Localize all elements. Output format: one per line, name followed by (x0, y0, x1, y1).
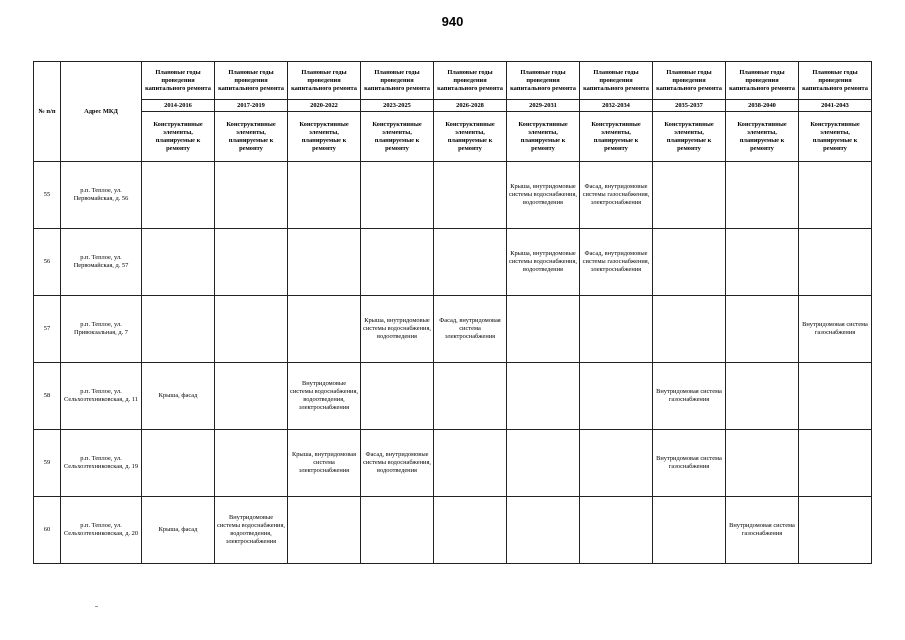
row-address: р.п. Теплое, ул. Первомайская, д. 56 (61, 162, 142, 229)
period-header: 2041-2043 (799, 100, 872, 112)
elements-header: Конструктивные элементы, планируемые к ремонту (580, 112, 653, 162)
row-number: 59 (34, 430, 61, 497)
repair-cell: Внутридомовая система газоснабжения (799, 296, 872, 363)
period-header: 2035-2037 (653, 100, 726, 112)
repair-cell (142, 162, 215, 229)
scan-speck (95, 606, 98, 607)
elements-header: Конструктивные элементы, планируемые к ремонту (361, 112, 434, 162)
repair-cell: Фасад, внутридомовые системы газоснабжения, электроснабжения (580, 229, 653, 296)
repair-cell (507, 296, 580, 363)
repair-cell (799, 497, 872, 564)
repair-cell: Фасад, внутридомовая система электроснабжения (434, 296, 507, 363)
repair-cell (799, 363, 872, 430)
header-row-elements (34, 112, 872, 162)
planned-years-header: Плановые годы проведения капитального ремонта (507, 62, 580, 100)
repair-cell: Внутридомовая система газоснабжения (726, 497, 799, 564)
table-row (34, 296, 872, 363)
repair-cell (726, 162, 799, 229)
repair-cell (215, 229, 288, 296)
repair-cell (142, 430, 215, 497)
row-number: 57 (34, 296, 61, 363)
period-header: 2029-2031 (507, 100, 580, 112)
repair-cell: Крыша, фасад (142, 363, 215, 430)
row-number: 55 (34, 162, 61, 229)
repair-cell (580, 430, 653, 497)
elements-header: Конструктивные элементы, планируемые к ремонту (726, 112, 799, 162)
period-header: 2023-2025 (361, 100, 434, 112)
repair-cell (653, 229, 726, 296)
repair-cell (434, 363, 507, 430)
repair-cell: Внутридомовые системы водоснабжения, водоотведения, электроснабжения (288, 363, 361, 430)
header-row-planned (34, 62, 872, 100)
col-address-header: Адрес МКД (61, 62, 142, 162)
period-header: 2014-2016 (142, 100, 215, 112)
elements-header: Конструктивные элементы, планируемые к ремонту (507, 112, 580, 162)
table-row (34, 497, 872, 564)
repair-cell (434, 162, 507, 229)
repair-cell (361, 363, 434, 430)
table-row (34, 229, 872, 296)
row-address: р.п. Теплое, ул. Сельхозтехниковская, д. 19 (61, 430, 142, 497)
repair-cell: Крыша, внутридомовые системы водоснабжения, водоотведения (507, 229, 580, 296)
header-row-periods (34, 100, 872, 112)
row-number: 58 (34, 363, 61, 430)
elements-header: Конструктивные элементы, планируемые к ремонту (288, 112, 361, 162)
repair-cell: Фасад, внутридомовые системы газоснабжения, электроснабжения (580, 162, 653, 229)
row-address: р.п. Теплое, ул. Сельхозтехниковская, д. 20 (61, 497, 142, 564)
planned-years-header: Плановые годы проведения капитального ремонта (361, 62, 434, 100)
table-row (34, 162, 872, 229)
repair-cell (288, 229, 361, 296)
row-number: 56 (34, 229, 61, 296)
repair-cell (653, 162, 726, 229)
repair-cell (507, 363, 580, 430)
repair-cell (726, 430, 799, 497)
row-address: р.п. Теплое, ул. Первомайская, д. 57 (61, 229, 142, 296)
repair-cell: Крыша, внутридомовые системы водоснабжения, водоотведения (361, 296, 434, 363)
period-header: 2026-2028 (434, 100, 507, 112)
repair-cell (580, 363, 653, 430)
planned-years-header: Плановые годы проведения капитального ремонта (726, 62, 799, 100)
repair-cell (580, 296, 653, 363)
repair-cell: Крыша, внутридомовая система электроснабжения (288, 430, 361, 497)
repair-cell (215, 296, 288, 363)
planned-years-header: Плановые годы проведения капитального ремонта (288, 62, 361, 100)
row-number: 60 (34, 497, 61, 564)
repair-cell (726, 229, 799, 296)
planned-years-header: Плановые годы проведения капитального ремонта (215, 62, 288, 100)
repair-cell (799, 162, 872, 229)
repair-cell (434, 430, 507, 497)
repair-cell (288, 497, 361, 564)
repair-cell: Фасад, внутридомовые системы водоснабжения, водоотведения (361, 430, 434, 497)
repair-cell (288, 162, 361, 229)
elements-header: Конструктивные элементы, планируемые к ремонту (653, 112, 726, 162)
repair-cell (799, 430, 872, 497)
table-row (34, 363, 872, 430)
repair-cell (726, 296, 799, 363)
repair-cell: Внутридомовые системы водоснабжения, водоотведения, электроснабжения (215, 497, 288, 564)
repair-cell (507, 497, 580, 564)
col-num-header: № п/п (34, 62, 61, 162)
planned-years-header: Плановые годы проведения капитального ремонта (434, 62, 507, 100)
repair-cell: Внутридомовая система газоснабжения (653, 430, 726, 497)
repair-cell (653, 497, 726, 564)
repair-cell (726, 363, 799, 430)
table-body (34, 162, 872, 564)
repair-cell (361, 229, 434, 296)
repair-cell: Крыша, фасад (142, 497, 215, 564)
period-header: 2017-2019 (215, 100, 288, 112)
repair-cell (507, 430, 580, 497)
elements-header: Конструктивные элементы, планируемые к ремонту (799, 112, 872, 162)
period-header: 2038-2040 (726, 100, 799, 112)
planned-years-header: Плановые годы проведения капитального ремонта (653, 62, 726, 100)
repair-cell (799, 229, 872, 296)
repair-cell (653, 296, 726, 363)
row-address: р.п. Теплое, ул. Сельхозтехниковская, д. 11 (61, 363, 142, 430)
repair-cell (215, 162, 288, 229)
repair-cell (580, 497, 653, 564)
table-row (34, 430, 872, 497)
repair-cell: Внутридомовая система газоснабжения (653, 363, 726, 430)
planned-years-header: Плановые годы проведения капитального ремонта (580, 62, 653, 100)
period-header: 2032-2034 (580, 100, 653, 112)
elements-header: Конструктивные элементы, планируемые к ремонту (434, 112, 507, 162)
planned-years-header: Плановые годы проведения капитального ремонта (142, 62, 215, 100)
elements-header: Конструктивные элементы, планируемые к ремонту (142, 112, 215, 162)
repair-cell (361, 497, 434, 564)
capital-repair-table (33, 61, 872, 564)
page-number: 940 (441, 14, 464, 29)
planned-years-header: Плановые годы проведения капитального ремонта (799, 62, 872, 100)
repair-cell (288, 296, 361, 363)
period-header: 2020-2022 (288, 100, 361, 112)
repair-cell (142, 296, 215, 363)
repair-cell (215, 430, 288, 497)
repair-cell (361, 162, 434, 229)
repair-cell (142, 229, 215, 296)
repair-cell (434, 497, 507, 564)
repair-cell (215, 363, 288, 430)
elements-header: Конструктивные элементы, планируемые к ремонту (215, 112, 288, 162)
row-address: р.п. Теплое, ул. Привокзальная, д. 7 (61, 296, 142, 363)
repair-cell: Крыша, внутридомовые системы водоснабжения, водоотведения (507, 162, 580, 229)
repair-cell (434, 229, 507, 296)
